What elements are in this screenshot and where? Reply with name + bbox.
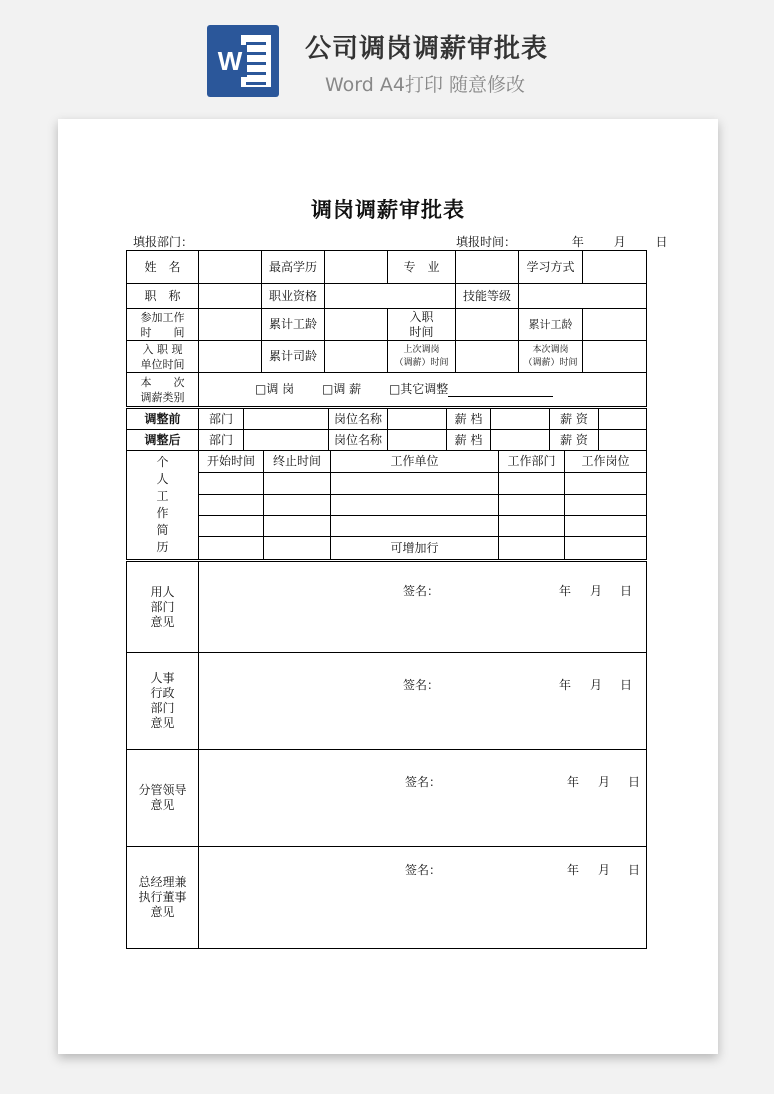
after-salary-field[interactable]: [599, 430, 647, 451]
sign-month: 月: [590, 584, 603, 598]
title-field[interactable]: [199, 284, 262, 309]
table-row: [127, 516, 647, 537]
resume-cell[interactable]: [331, 495, 499, 516]
this-adjust-field[interactable]: [583, 341, 647, 373]
opinion-line: 用人: [150, 584, 175, 599]
opinion-label-gm: [127, 847, 199, 949]
document-title: 调岗调薪审批表: [311, 197, 465, 222]
last-adjust-line2: （调薪）时间: [394, 357, 449, 368]
name-label: 姓 名: [127, 251, 199, 284]
resume-cell[interactable]: [499, 537, 565, 560]
fill-time-row: [456, 233, 668, 250]
adjust-type-line2: 调薪类别: [140, 390, 185, 404]
resume-cell[interactable]: [565, 495, 647, 516]
before-grade-label: 薪 档: [447, 409, 491, 430]
after-grade-field[interactable]: [491, 430, 550, 451]
opinion-label-manager: [127, 750, 199, 847]
qual-field[interactable]: [325, 284, 456, 309]
before-grade-field[interactable]: [491, 409, 550, 430]
opinion-field-gm[interactable]: [199, 847, 647, 949]
major-label: 专 业: [388, 251, 456, 284]
resume-cell[interactable]: [264, 473, 331, 495]
adjust-type-label: [127, 373, 199, 407]
resume-cell[interactable]: [199, 495, 264, 516]
opinion-field-manager[interactable]: [199, 750, 647, 847]
resume-header-start: 开始时间: [199, 451, 264, 473]
signature-label: 签名：: [403, 678, 440, 692]
after-label: 调整后: [127, 430, 199, 451]
option-other-checkbox[interactable]: □其它调整: [388, 382, 449, 396]
sign-day: 日: [620, 584, 633, 598]
entry-unit-line2: 单位时间: [140, 357, 185, 371]
resume-cell[interactable]: [264, 495, 331, 516]
table-row: [127, 537, 647, 560]
resume-label: [127, 451, 199, 560]
resume-table: [126, 450, 647, 560]
after-dept-label: 部门: [199, 430, 244, 451]
total-age-label: 累计工龄: [262, 309, 325, 341]
resume-char: 作: [156, 506, 169, 520]
sign-year: 年: [559, 584, 572, 598]
sign-year: 年: [567, 862, 580, 877]
resume-cell[interactable]: [565, 537, 647, 560]
sign-day: 日: [620, 678, 633, 692]
sign-day: 日: [628, 862, 641, 877]
opinion-label-hr-user: [127, 562, 199, 653]
sign-year: 年: [559, 678, 572, 692]
opinion-line: 人事: [150, 671, 175, 685]
after-salary-label: 薪 资: [550, 430, 599, 451]
join-work-line2: 时 间: [140, 325, 185, 339]
banner: [0, 0, 774, 110]
resume-cell[interactable]: [565, 473, 647, 495]
table-row: [127, 495, 647, 516]
sign-month: 月: [598, 775, 611, 789]
adjust-type-options: [199, 373, 647, 407]
sign-year: 年: [567, 775, 580, 789]
join-work-line1: 参加工作: [140, 310, 185, 324]
resume-header-end: 终止时间: [264, 451, 331, 473]
before-dept-label: 部门: [199, 409, 244, 430]
fill-day: 日: [655, 235, 668, 249]
signature-label: 签名：: [405, 775, 442, 789]
signature-label: 签名：: [403, 584, 440, 598]
before-label: 调整前: [127, 409, 199, 430]
opinion-line: 部门: [150, 599, 175, 614]
opinion-field-user-dept[interactable]: [199, 562, 647, 653]
entry-unit-field[interactable]: [199, 341, 262, 373]
entry-line1: 入职: [409, 309, 434, 324]
before-salary-label: 薪 资: [550, 409, 599, 430]
resume-cell[interactable]: [199, 537, 264, 560]
opinion-line: 部门: [150, 701, 175, 715]
last-adjust-label: [388, 341, 456, 373]
skill-field[interactable]: [519, 284, 647, 309]
before-dept-field[interactable]: [244, 409, 329, 430]
this-adjust-line2: （调薪）时间: [523, 357, 578, 368]
resume-char: 历: [156, 540, 169, 554]
this-adjust-label: [519, 341, 583, 373]
title-label: 职 称: [127, 284, 199, 309]
banner-subtitle: Word A4打印 随意修改: [325, 74, 526, 96]
total-age-2-label: 累计工龄: [519, 309, 583, 341]
resume-cell[interactable]: [499, 495, 565, 516]
word-icon: [207, 25, 279, 97]
opinion-label-hr-admin: [127, 653, 199, 750]
other-adjust-line[interactable]: [448, 384, 553, 397]
sign-month: 月: [590, 678, 603, 692]
this-adjust-line1: 本次调岗: [532, 344, 569, 355]
table-row: [127, 473, 647, 495]
entry-field[interactable]: [456, 309, 519, 341]
opinion-line: 意见: [150, 905, 175, 919]
after-post-label: 岗位名称: [329, 430, 388, 451]
study-label: 学习方式: [519, 251, 583, 284]
last-adjust-line1: 上次调岗: [403, 344, 440, 355]
resume-cell[interactable]: [264, 516, 331, 537]
resume-cell[interactable]: [264, 537, 331, 560]
resume-char: 简: [156, 523, 169, 537]
document-page: [58, 119, 718, 1054]
word-letter: W: [213, 45, 247, 77]
resume-header-unit: 工作单位: [331, 451, 499, 473]
opinion-line: 分管领导: [138, 783, 187, 797]
join-work-label: [127, 309, 199, 341]
opinion-line: 总经理兼: [138, 875, 187, 889]
skill-label: 技能等级: [456, 284, 519, 309]
fill-year: 年: [571, 235, 584, 249]
company-age-label: 累计司龄: [262, 341, 325, 373]
resume-char: 个: [156, 455, 169, 469]
before-post-field[interactable]: [388, 409, 447, 430]
join-work-field[interactable]: [199, 309, 262, 341]
resume-char: 人: [156, 472, 169, 486]
resume-cell[interactable]: [565, 516, 647, 537]
option-salary-checkbox[interactable]: □调 薪: [321, 382, 362, 396]
total-age-2-field[interactable]: [583, 309, 647, 341]
resume-header-post: 工作岗位: [565, 451, 647, 473]
company-age-field[interactable]: [325, 341, 388, 373]
after-post-field[interactable]: [388, 430, 447, 451]
entry-label: [388, 309, 456, 341]
study-field[interactable]: [583, 251, 647, 284]
after-grade-label: 薪 档: [447, 430, 491, 451]
sign-month: 月: [598, 862, 611, 877]
major-field[interactable]: [456, 251, 519, 284]
basic-info-table: [126, 250, 647, 407]
entry-unit-line1: 入 职 现: [142, 342, 183, 356]
qual-label: 职业资格: [262, 284, 325, 309]
resume-cell[interactable]: [499, 516, 565, 537]
adjust-table: [126, 408, 647, 451]
option-post-checkbox[interactable]: □调 岗: [255, 382, 295, 396]
fill-department-label: 填报部门：: [133, 235, 194, 249]
edu-field[interactable]: [325, 251, 388, 284]
total-age-field[interactable]: [325, 309, 388, 341]
opinion-line: 执行董事: [138, 890, 187, 904]
opinion-line: 意见: [150, 798, 175, 812]
before-salary-field[interactable]: [599, 409, 647, 430]
opinion-line: 意见: [150, 614, 175, 629]
edu-label: 最高学历: [262, 251, 325, 284]
resume-cell[interactable]: [199, 473, 264, 495]
adjust-type-line1: 本 次: [140, 375, 185, 389]
name-field[interactable]: [199, 251, 262, 284]
resume-char: 工: [156, 489, 169, 503]
opinions-table: [126, 561, 647, 949]
resume-cell[interactable]: [499, 473, 565, 495]
entry-unit-label: [127, 341, 199, 373]
last-adjust-field[interactable]: [456, 341, 519, 373]
fill-time-label: 填报时间：: [456, 235, 517, 249]
sign-day: 日: [628, 775, 641, 789]
before-post-label: 岗位名称: [329, 409, 388, 430]
banner-title: 公司调岗调薪审批表: [305, 34, 549, 64]
fill-month: 月: [613, 235, 626, 249]
resume-cell[interactable]: [331, 473, 499, 495]
resume-add-row: 可增加行: [331, 537, 499, 560]
opinion-line: 行政: [150, 686, 175, 700]
entry-line2: 时间: [409, 324, 434, 339]
resume-cell[interactable]: [331, 516, 499, 537]
opinion-line: 意见: [150, 716, 175, 730]
signature-label: 签名：: [405, 862, 442, 877]
resume-cell[interactable]: [199, 516, 264, 537]
opinion-field-hr-admin[interactable]: [199, 653, 647, 750]
resume-header-dept: 工作部门: [499, 451, 565, 473]
after-dept-field[interactable]: [244, 430, 329, 451]
